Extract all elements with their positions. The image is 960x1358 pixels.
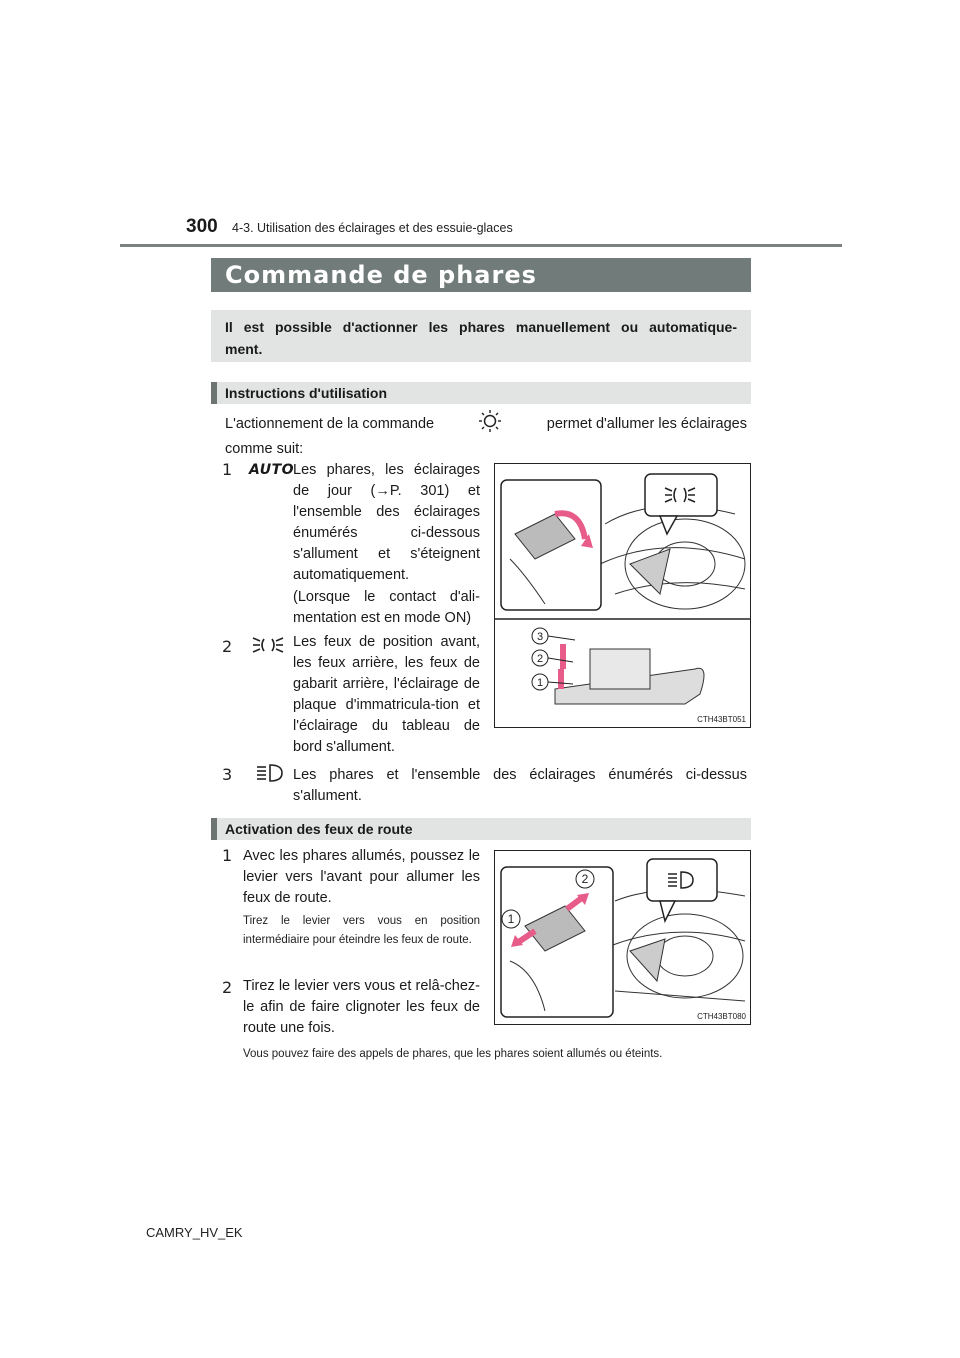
light-switch-icon: [477, 410, 503, 439]
high-beam-item-1-text: Avec les phares allumés, poussez le levier vers l'avant pour allumer les feux de route.: [243, 848, 480, 906]
figure-headlight-switch: [494, 463, 751, 728]
item-2-text: Les feux de position avant, les feux arrière, les feux de gabarit arrière, l'éclairage de plaque d'immatricula-tion et l'éclairage du tableau de bord s'allument.: [293, 634, 480, 755]
high-beam-item-2-text: Tirez le levier vers vous et relâ-chez-le afin de faire clignoter les feux de route une fois.: [243, 978, 480, 1036]
item2-number-1: 1: [222, 846, 233, 865]
parking-lights-icon: [252, 634, 284, 661]
item-number-1: 1: [222, 460, 233, 479]
item2-number-2: 2: [222, 978, 233, 997]
page-number: 300: [186, 216, 218, 237]
figure-high-beam: [494, 850, 751, 1025]
figure-high-beam-drawing: [495, 851, 750, 1024]
auto-icon: AUTO: [249, 462, 295, 478]
lead-before: L'actionnement de la commande: [225, 416, 435, 432]
callout-2: 2: [536, 653, 544, 665]
section-heading-high-beam: Activation des feux de route: [211, 818, 751, 840]
figure-code: CTH43BT051: [697, 715, 746, 724]
callout-3: 3: [536, 631, 544, 643]
callout-1: 1: [536, 677, 544, 689]
item-number-2: 2: [222, 637, 233, 656]
item-1-text: Les phares, les éclairages de jour (→P. 301) et l'ensemble des éclairages énumérés ci-dessous s'allument et s'éteignent automatiquement.: [293, 462, 480, 583]
lead-after-1: permet d'allumer les éclairages: [546, 416, 747, 432]
item-number-3: 3: [222, 765, 233, 784]
high-beam-footnote: Vous pouvez faire des appels de phares, que les phares soient allumés ou éteints.: [243, 1048, 663, 1060]
figure-code: CTH43BT080: [697, 1012, 746, 1021]
lead-after-2: comme suit:: [225, 441, 304, 457]
figure-headlight-switch-drawing: [495, 464, 750, 727]
page-title: Commande de phares: [211, 258, 751, 292]
section1-lead: [225, 410, 747, 460]
item-1-note: (Lorsque le contact d'ali-mentation est en mode ON): [293, 589, 480, 626]
headlight-icon: [256, 762, 284, 789]
header-divider: [120, 244, 842, 247]
item-3-text: Les phares et l'ensemble des éclairages énumérés ci-dessus s'allument.: [293, 767, 747, 804]
section-heading-instructions: Instructions d'utilisation: [211, 382, 751, 404]
callout-2: 2: [581, 872, 589, 886]
intro-box: Il est possible d'actionner les phares manuellement ou automatique-ment.: [211, 310, 751, 362]
chapter-title: 4-3. Utilisation des éclairages et des essuie-glaces: [232, 221, 513, 235]
callout-1: 1: [507, 912, 515, 926]
footer-model-code: CAMRY_HV_EK: [146, 1225, 243, 1240]
high-beam-item-1-note: Tirez le levier vers vous en position intermédiaire pour éteindre les feux de route.: [243, 915, 480, 946]
